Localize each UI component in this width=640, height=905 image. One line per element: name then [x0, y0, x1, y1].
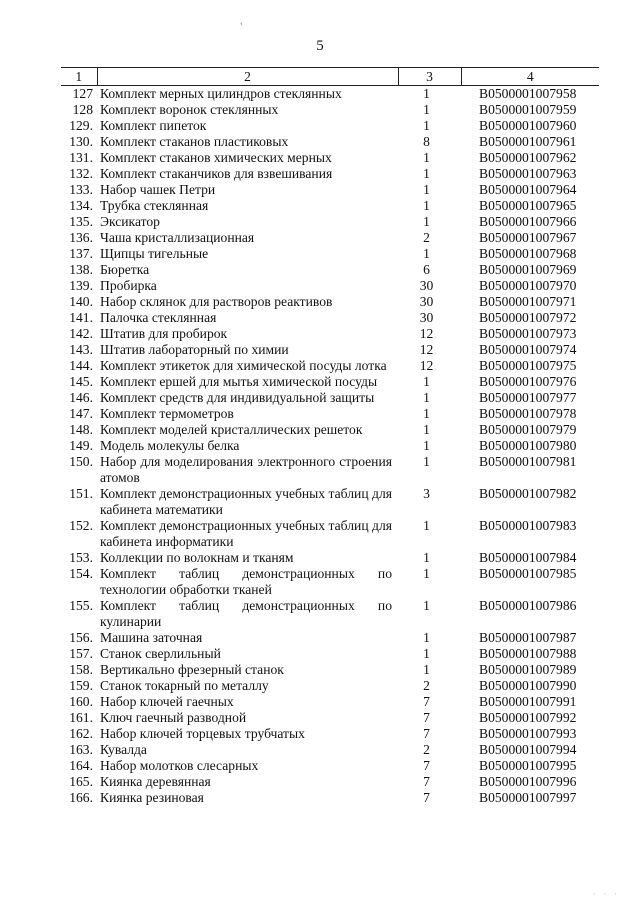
- row-number: 135.: [69, 214, 93, 229]
- row-number: 133.: [69, 182, 93, 197]
- inventory-table: [61, 67, 599, 806]
- inventory-code: B0500001007991: [479, 694, 577, 709]
- inventory-code: B0500001007980: [479, 438, 577, 453]
- row-number: 130.: [69, 134, 93, 149]
- row-number: 153.: [69, 550, 93, 565]
- item-name: Коллекции по волокнам и тканям: [100, 550, 294, 565]
- inventory-code: B0500001007963: [479, 166, 577, 181]
- inventory-code: B0500001007972: [479, 310, 577, 325]
- item-quantity: 2: [423, 230, 430, 245]
- table-row: [61, 390, 599, 406]
- inventory-code: B0500001007976: [479, 374, 577, 389]
- inventory-code: B0500001007965: [479, 198, 577, 213]
- row-number: 149.: [69, 438, 93, 453]
- item-name: Комплект средств для индивидуальной защиты: [100, 390, 375, 405]
- table-row: [61, 310, 599, 326]
- item-quantity: 12: [419, 358, 434, 373]
- item-quantity: 1: [423, 630, 430, 645]
- table-row: [61, 150, 599, 166]
- item-name: Щипцы тигельные: [100, 246, 209, 261]
- inventory-code: B0500001007977: [479, 390, 577, 405]
- inventory-code: B0500001007988: [479, 646, 577, 661]
- inventory-code: B0500001007993: [479, 726, 577, 741]
- row-number: 150.: [69, 454, 93, 469]
- item-quantity: 2: [423, 742, 430, 757]
- item-quantity: 2: [423, 678, 430, 693]
- item-name: Штатив для пробирок: [100, 326, 228, 341]
- item-name: Бюретка: [100, 262, 150, 277]
- table-row: [61, 422, 599, 438]
- inventory-code: B0500001007995: [479, 758, 577, 773]
- inventory-code: B0500001007962: [479, 150, 577, 165]
- item-name: Чаша кристаллизационная: [100, 230, 255, 245]
- item-quantity: 1: [423, 198, 430, 213]
- table-row: [61, 278, 599, 294]
- row-number: 137.: [69, 246, 93, 261]
- item-name: Набор ключей торцевых трубчатых: [100, 726, 305, 741]
- table-row: [61, 662, 599, 678]
- row-number: 160.: [69, 694, 93, 709]
- table-row: [61, 774, 599, 790]
- row-number: 144.: [69, 358, 93, 373]
- row-number: 151.: [69, 486, 93, 501]
- table-row: [61, 246, 599, 262]
- inventory-code: B0500001007960: [479, 118, 577, 133]
- table-row: [61, 102, 599, 118]
- item-quantity: 1: [423, 390, 430, 405]
- item-name: Пробирка: [100, 278, 157, 293]
- row-number: 138.: [69, 262, 93, 277]
- item-name: Комплект стаканов химических мерных: [100, 150, 332, 165]
- item-quantity: 7: [423, 790, 430, 805]
- row-number: 156.: [69, 630, 93, 645]
- row-number: 127: [72, 86, 93, 101]
- inventory-code: B0500001007959: [479, 102, 577, 117]
- item-quantity: 1: [423, 166, 430, 181]
- column-header-name: 2: [97, 68, 398, 86]
- item-name: Набор молотков слесарных: [100, 758, 259, 773]
- row-number: 152.: [69, 518, 93, 533]
- item-quantity: 1: [423, 438, 430, 453]
- item-name: Кувалда: [100, 742, 147, 757]
- row-number: 148.: [69, 422, 93, 437]
- item-name: Станок токарный по металлу: [100, 678, 269, 693]
- table-body: [61, 86, 599, 807]
- inventory-code: B0500001007967: [479, 230, 577, 245]
- item-name: Комплект ершей для мытья химической посуды: [100, 374, 378, 389]
- item-name: Штатив лабораторный по химии: [100, 342, 289, 357]
- table-row: [61, 374, 599, 390]
- item-quantity: 1: [423, 246, 430, 261]
- inventory-code: B0500001007974: [479, 342, 577, 357]
- table-row: [61, 134, 599, 150]
- page-number: 5: [316, 38, 324, 54]
- row-number: 145.: [69, 374, 93, 389]
- inventory-code: B0500001007969: [479, 262, 577, 277]
- table-row: [61, 358, 599, 374]
- item-name: Трубка стеклянная: [100, 198, 209, 213]
- item-name: Станок сверлильный: [100, 646, 221, 661]
- item-quantity: 1: [423, 150, 430, 165]
- table-row: [61, 646, 599, 662]
- row-number: 140.: [69, 294, 93, 309]
- item-name: Набор склянок для растворов реактивов: [100, 294, 333, 309]
- row-number: 166.: [69, 790, 93, 805]
- inventory-code: B0500001007986: [479, 598, 577, 613]
- item-quantity: 1: [423, 598, 430, 613]
- row-number: 157.: [69, 646, 93, 661]
- item-quantity: 7: [423, 710, 430, 725]
- item-name: Комплект моделей кристаллических решеток: [100, 422, 363, 437]
- table-row: [61, 230, 599, 246]
- row-number: 154.: [69, 566, 93, 581]
- table-row: [61, 726, 599, 742]
- item-name: Модель молекулы белка: [100, 438, 240, 453]
- inventory-code: B0500001007984: [479, 550, 577, 565]
- inventory-code: B0500001007997: [479, 790, 577, 805]
- item-quantity: 1: [423, 86, 430, 101]
- row-number: 165.: [69, 774, 93, 789]
- row-number: 129.: [69, 118, 93, 133]
- item-quantity: 1: [423, 566, 430, 581]
- table-row: [61, 454, 599, 486]
- table-row: [61, 710, 599, 726]
- item-name: Комплект воронок стеклянных: [100, 102, 279, 117]
- item-quantity: 30: [419, 294, 434, 309]
- scan-artifacts: · · ·: [593, 890, 620, 899]
- row-number: 132.: [69, 166, 93, 181]
- item-quantity: 1: [423, 454, 430, 469]
- item-name: Вертикально фрезерный станок: [100, 662, 284, 677]
- inventory-code: B0500001007985: [479, 566, 577, 581]
- row-number: 158.: [69, 662, 93, 677]
- inventory-code: B0500001007973: [479, 326, 577, 341]
- inventory-code: B0500001007987: [479, 630, 577, 645]
- item-quantity: 1: [423, 518, 430, 533]
- item-quantity: 1: [423, 374, 430, 389]
- column-header-code: 4: [461, 68, 599, 86]
- inventory-code: B0500001007979: [479, 422, 577, 437]
- column-header-quantity: 3: [398, 68, 461, 86]
- inventory-code: B0500001007968: [479, 246, 577, 261]
- item-name: Комплект стаканов пластиковых: [100, 134, 289, 149]
- table-row: [61, 166, 599, 182]
- table-row: [61, 790, 599, 806]
- inventory-code: B0500001007964: [479, 182, 577, 197]
- row-number: 159.: [69, 678, 93, 693]
- item-quantity: 12: [419, 342, 434, 357]
- inventory-code: B0500001007971: [479, 294, 577, 309]
- item-quantity: 8: [423, 134, 430, 149]
- row-number: 143.: [69, 342, 93, 357]
- table-row: [61, 406, 599, 422]
- item-name: Комплект таблиц демонстрационных по кулинарии: [100, 598, 392, 629]
- inventory-code: B0500001007994: [479, 742, 577, 757]
- item-quantity: 1: [423, 182, 430, 197]
- table-header-row: [61, 68, 599, 86]
- inventory-code: B0500001007983: [479, 518, 577, 533]
- inventory-code: B0500001007975: [479, 358, 577, 373]
- item-quantity: 1: [423, 118, 430, 133]
- item-quantity: 3: [423, 486, 430, 501]
- item-name: Комплект демонстрационных учебных таблиц для кабинета информатики: [100, 518, 392, 549]
- table-row: [61, 566, 599, 598]
- table-row: [61, 118, 599, 134]
- item-name: Набор ключей гаечных: [100, 694, 234, 709]
- table-row: [61, 438, 599, 454]
- item-quantity: 30: [419, 278, 434, 293]
- table-row: [61, 214, 599, 230]
- row-number: 136.: [69, 230, 93, 245]
- table-row: [61, 182, 599, 198]
- inventory-code: B0500001007970: [479, 278, 577, 293]
- item-name: Киянка деревянная: [100, 774, 211, 789]
- inventory-code: B0500001007996: [479, 774, 577, 789]
- inventory-code: B0500001007961: [479, 134, 577, 149]
- table-row: [61, 598, 599, 630]
- row-number: 141.: [69, 310, 93, 325]
- item-quantity: 30: [419, 310, 434, 325]
- row-number: 131.: [69, 150, 93, 165]
- item-name: Комплект стаканчиков для взвешивания: [100, 166, 333, 181]
- row-number: 147.: [69, 406, 93, 421]
- column-header-number: 1: [61, 68, 97, 86]
- item-quantity: 7: [423, 758, 430, 773]
- item-quantity: 1: [423, 102, 430, 117]
- item-name: Комплект термометров: [100, 406, 234, 421]
- item-quantity: 1: [423, 214, 430, 229]
- row-number: 134.: [69, 198, 93, 213]
- table-row: [61, 326, 599, 342]
- table-row: [61, 758, 599, 774]
- item-name: Комплект мерных цилиндров стеклянных: [100, 86, 342, 101]
- inventory-code: B0500001007982: [479, 486, 577, 501]
- item-name: Комплект этикеток для химической посуды лотка: [100, 358, 387, 373]
- item-name: Киянка резиновая: [100, 790, 204, 805]
- row-number: 142.: [69, 326, 93, 341]
- item-name: Палочка стеклянная: [100, 310, 217, 325]
- table-row: [61, 86, 599, 103]
- row-number: 155.: [69, 598, 93, 613]
- item-name: Эксикатор: [100, 214, 160, 229]
- item-quantity: 12: [419, 326, 434, 341]
- item-quantity: 1: [423, 406, 430, 421]
- table-row: [61, 678, 599, 694]
- table-row: [61, 518, 599, 550]
- item-name: Ключ гаечный разводной: [100, 710, 247, 725]
- scan-mark: ‹: [240, 18, 243, 28]
- inventory-code: B0500001007958: [479, 86, 577, 101]
- table-row: [61, 742, 599, 758]
- table-row: [61, 262, 599, 278]
- item-quantity: 1: [423, 662, 430, 677]
- row-number: 163.: [69, 742, 93, 757]
- table-row: [61, 486, 599, 518]
- item-name: Комплект демонстрационных учебных таблиц для кабинета математики: [100, 486, 392, 517]
- item-quantity: 1: [423, 550, 430, 565]
- item-quantity: 7: [423, 726, 430, 741]
- row-number: 161.: [69, 710, 93, 725]
- item-quantity: 7: [423, 774, 430, 789]
- row-number: 139.: [69, 278, 93, 293]
- item-name: Комплект таблиц демонстрационных по технологии обработки тканей: [100, 566, 392, 597]
- table-row: [61, 550, 599, 566]
- row-number: 128: [72, 102, 93, 117]
- inventory-code: B0500001007966: [479, 214, 577, 229]
- table-row: [61, 694, 599, 710]
- item-name: Набор чашек Петри: [100, 182, 216, 197]
- row-number: 164.: [69, 758, 93, 773]
- table-row: [61, 294, 599, 310]
- item-quantity: 6: [423, 262, 430, 277]
- inventory-code: B0500001007978: [479, 406, 577, 421]
- inventory-code: B0500001007981: [479, 454, 577, 469]
- inventory-code: B0500001007992: [479, 710, 577, 725]
- table-row: [61, 198, 599, 214]
- item-name: Машина заточная: [100, 630, 203, 645]
- item-quantity: 1: [423, 646, 430, 661]
- item-quantity: 1: [423, 422, 430, 437]
- item-name: Набор для моделирования электронного строения атомов: [100, 454, 392, 485]
- item-name: Комплект пипеток: [100, 118, 207, 133]
- inventory-code: B0500001007990: [479, 678, 577, 693]
- inventory-code: B0500001007989: [479, 662, 577, 677]
- row-number: 162.: [69, 726, 93, 741]
- table-row: [61, 342, 599, 358]
- row-number: 146.: [69, 390, 93, 405]
- table-row: [61, 630, 599, 646]
- item-quantity: 7: [423, 694, 430, 709]
